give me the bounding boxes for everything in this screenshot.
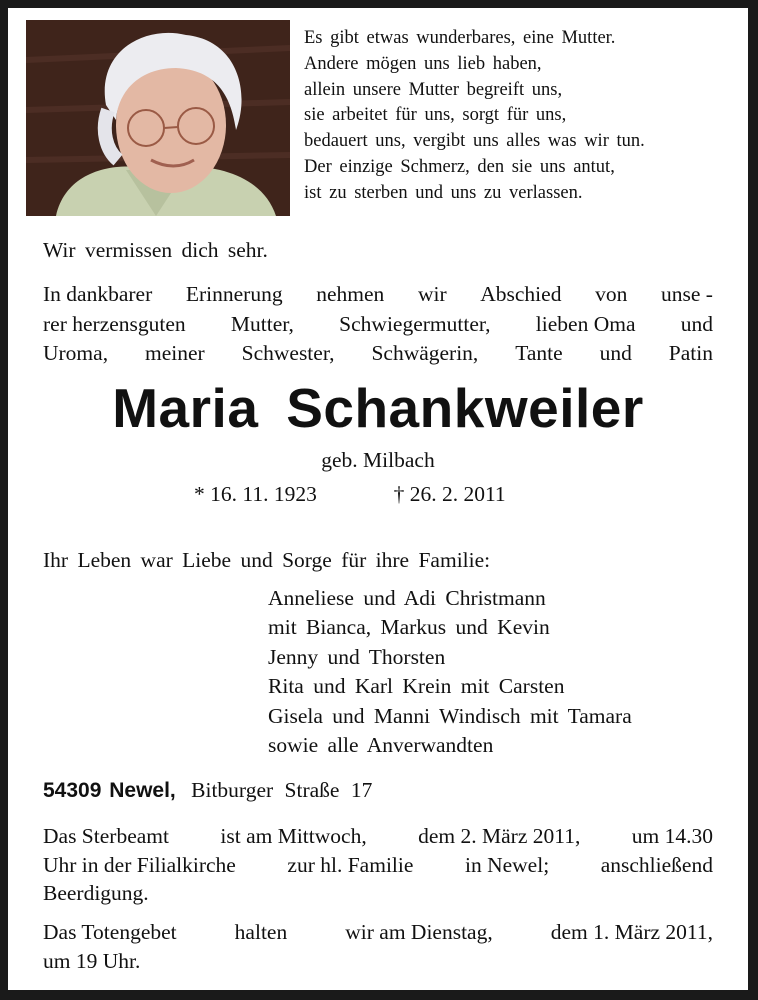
- poem: [304, 26, 724, 207]
- service-line: [43, 918, 713, 947]
- text-segment: Patin: [668, 341, 713, 365]
- death-date: † 26. 2. 2011: [393, 482, 506, 506]
- text-segment: in Newel;: [464, 852, 550, 877]
- prayer-info: [43, 918, 713, 975]
- poem-line: allein unsere Mutter begreift uns,: [304, 79, 563, 100]
- text-segment: Das Sterbeamt: [43, 824, 169, 848]
- poem-line: sie arbeitet für uns, sorgt für uns,: [304, 105, 567, 126]
- text-segment: zur hl. Familie: [287, 852, 414, 877]
- poem-line: bedauert uns, vergibt uns alles was wir tun.: [304, 131, 645, 152]
- intro-line: [43, 310, 713, 340]
- text-segment: In dankbarer: [43, 282, 153, 306]
- family-entry: Gisela und Manni Windisch mit Tamara: [268, 703, 632, 728]
- requiem-info: [43, 822, 713, 908]
- text-segment: dem 1. März 2011,: [550, 920, 713, 944]
- text-segment: Uroma,: [43, 341, 109, 365]
- intro-text: [43, 280, 713, 369]
- service-line: [43, 879, 713, 908]
- text-segment: Schwägerin,: [371, 341, 479, 365]
- text-segment: und: [599, 341, 632, 365]
- text-segment: von: [595, 282, 628, 306]
- deceased-name: Maria Schankweiler: [112, 377, 644, 439]
- text-segment: wir: [417, 282, 447, 306]
- service-line: [43, 822, 713, 851]
- life-dates: [194, 482, 506, 507]
- poem-line: Der einzige Schmerz, den sie uns antut,: [304, 156, 615, 177]
- text-segment: Erinnerung: [185, 282, 283, 306]
- text-segment: rer herzensguten: [43, 311, 186, 336]
- born-date: * 16. 11. 1923: [194, 482, 317, 506]
- text-segment: Uhr in der Filialkirche: [43, 852, 236, 877]
- text-segment: halten: [234, 920, 288, 944]
- text-segment: lieben Oma: [535, 311, 636, 336]
- text-segment: Tante: [515, 341, 563, 365]
- text-segment: wir am Dienstag,: [345, 920, 493, 944]
- portrait-photo: [26, 20, 290, 216]
- text-segment: um 14.30: [631, 824, 713, 848]
- service-line: [43, 851, 713, 880]
- text-segment: Schwester,: [241, 341, 335, 365]
- life-line: Ihr Leben war Liebe und Sorge für ihre Familie:: [43, 548, 491, 572]
- address-street: Bitburger Straße 17: [191, 778, 373, 802]
- poem-line: ist zu sterben und uns zu verlassen.: [304, 182, 583, 203]
- intro-line: [43, 280, 713, 310]
- intro-line: [43, 339, 713, 369]
- text-segment: Das Totengebet: [43, 920, 177, 944]
- service-line: [43, 947, 713, 976]
- family-entry: Anneliese und Adi Christmann: [268, 586, 546, 610]
- family-entry: sowie alle Anverwandten: [268, 733, 494, 758]
- family-entry: mit Bianca, Markus und Kevin: [268, 615, 550, 640]
- text-segment: Beerdigung.: [43, 881, 149, 905]
- poem-line: Andere mögen uns lieb haben,: [304, 53, 542, 74]
- text-segment: dem 2. März 2011,: [418, 824, 581, 848]
- text-segment: nehmen: [316, 282, 385, 306]
- family-entry: Jenny und Thorsten: [268, 644, 446, 669]
- text-segment: Schwiegermutter,: [339, 311, 491, 336]
- family-entry: Rita und Karl Krein mit Carsten: [268, 674, 565, 699]
- miss-line: Wir vermissen dich sehr.: [43, 238, 268, 262]
- portrait-image: [26, 20, 290, 216]
- address-city: 54309 Newel,: [43, 779, 176, 802]
- text-segment: meiner: [145, 341, 205, 365]
- text-segment: ist am Mittwoch,: [220, 824, 367, 848]
- poem-line: Es gibt etwas wunderbares, eine Mutter.: [304, 28, 616, 48]
- text-segment: Mutter,: [230, 311, 294, 336]
- text-segment: um 19 Uhr.: [43, 948, 141, 973]
- text-segment: Abschied: [480, 282, 562, 306]
- family-list: [268, 584, 632, 760]
- obituary-notice: [8, 8, 748, 990]
- text-segment: und: [680, 311, 713, 336]
- text-segment: unse -: [660, 282, 713, 306]
- address: [43, 778, 372, 803]
- birth-name: geb. Milbach: [321, 448, 435, 472]
- text-segment: anschließend: [600, 852, 713, 877]
